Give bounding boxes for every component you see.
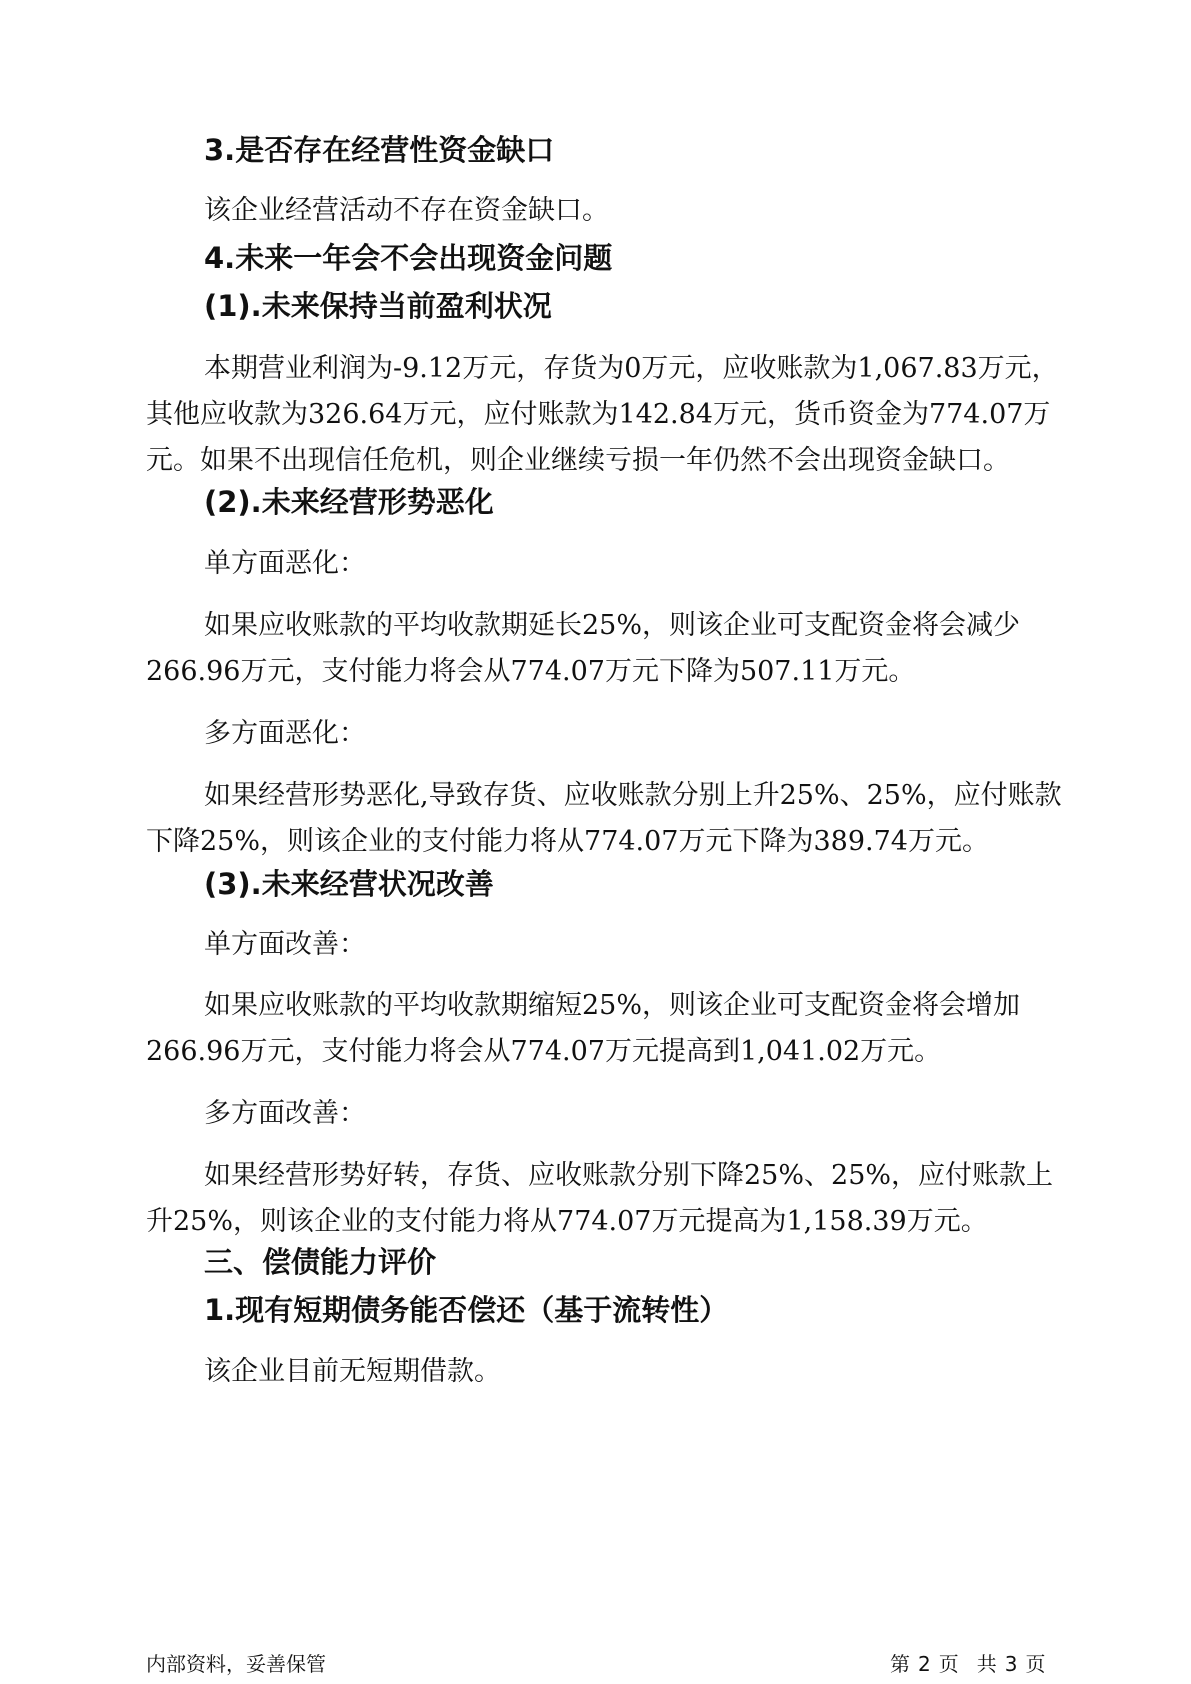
- section-4-heading: 4.未来一年会不会出现资金问题: [204, 241, 613, 275]
- part-3-heading: 三、偿债能力评价: [204, 1245, 437, 1279]
- worsen-single-line-2: 266.96万元，支付能力将会从774.07万元下降为507.11万元。: [146, 656, 916, 687]
- subsection-3-heading: (3).未来经营状况改善: [204, 867, 494, 901]
- subsection-1-line-3: 元。如果不出现信任危机，则企业继续亏损一年仍然不会出现资金缺口。: [146, 445, 1010, 476]
- subsection-1-line-1: 本期营业利润为-9.12万元，存货为0万元，应收账款为1,067.83万元，: [204, 353, 1059, 384]
- worsen-single-label: 单方面恶化：: [204, 548, 366, 579]
- section-3-text: 该企业经营活动不存在资金缺口。: [204, 195, 609, 226]
- subsection-1-line-2: 其他应收款为326.64万元，应付账款为142.84万元，货币资金为774.07万: [146, 399, 1051, 430]
- worsen-multi-line-2: 下降25%，则该企业的支付能力将从774.07万元下降为389.74万元。: [146, 826, 989, 857]
- improve-multi-line-1: 如果经营形势好转，存货、应收账款分别下降25%、25%，应付账款上: [204, 1160, 1054, 1191]
- footer-page-number: [890, 1650, 1045, 1678]
- part-3-subsection-1-heading: 1.现有短期债务能否偿还（基于流转性）: [204, 1293, 729, 1327]
- section-3-heading: 3.是否存在经营性资金缺口: [204, 133, 555, 167]
- worsen-multi-line-1: 如果经营形势恶化,导致存货、应收账款分别上升25%、25%，应付账款: [204, 780, 1062, 811]
- footer-confidential-note: 内部资料，妥善保管: [146, 1652, 326, 1676]
- subsection-2-heading: (2).未来经营形势恶化: [204, 485, 494, 519]
- page-suffix: 页: [1025, 1652, 1046, 1676]
- improve-single-line-1: 如果应收账款的平均收款期缩短25%，则该企业可支配资金将会增加: [204, 990, 1021, 1021]
- improve-single-line-2: 266.96万元，支付能力将会从774.07万元提高到1,041.02万元。: [146, 1036, 942, 1067]
- page-total: 3: [1004, 1652, 1018, 1676]
- improve-single-label: 单方面改善：: [204, 929, 366, 960]
- worsen-multi-label: 多方面恶化：: [204, 718, 366, 749]
- page-mid: 页: [938, 1652, 959, 1676]
- improve-multi-line-2: 升25%，则该企业的支付能力将从774.07万元提高为1,158.39万元。: [146, 1206, 988, 1237]
- page-prefix: 第: [890, 1652, 910, 1676]
- worsen-single-line-1: 如果应收账款的平均收款期延长25%，则该企业可支配资金将会减少: [204, 610, 1021, 641]
- total-prefix: 共: [976, 1652, 997, 1676]
- subsection-1-heading: (1).未来保持当前盈利状况: [204, 289, 552, 323]
- page-current: 2: [918, 1652, 931, 1676]
- improve-multi-label: 多方面改善：: [204, 1098, 366, 1129]
- part-3-subsection-1-text: 该企业目前无短期借款。: [204, 1356, 501, 1387]
